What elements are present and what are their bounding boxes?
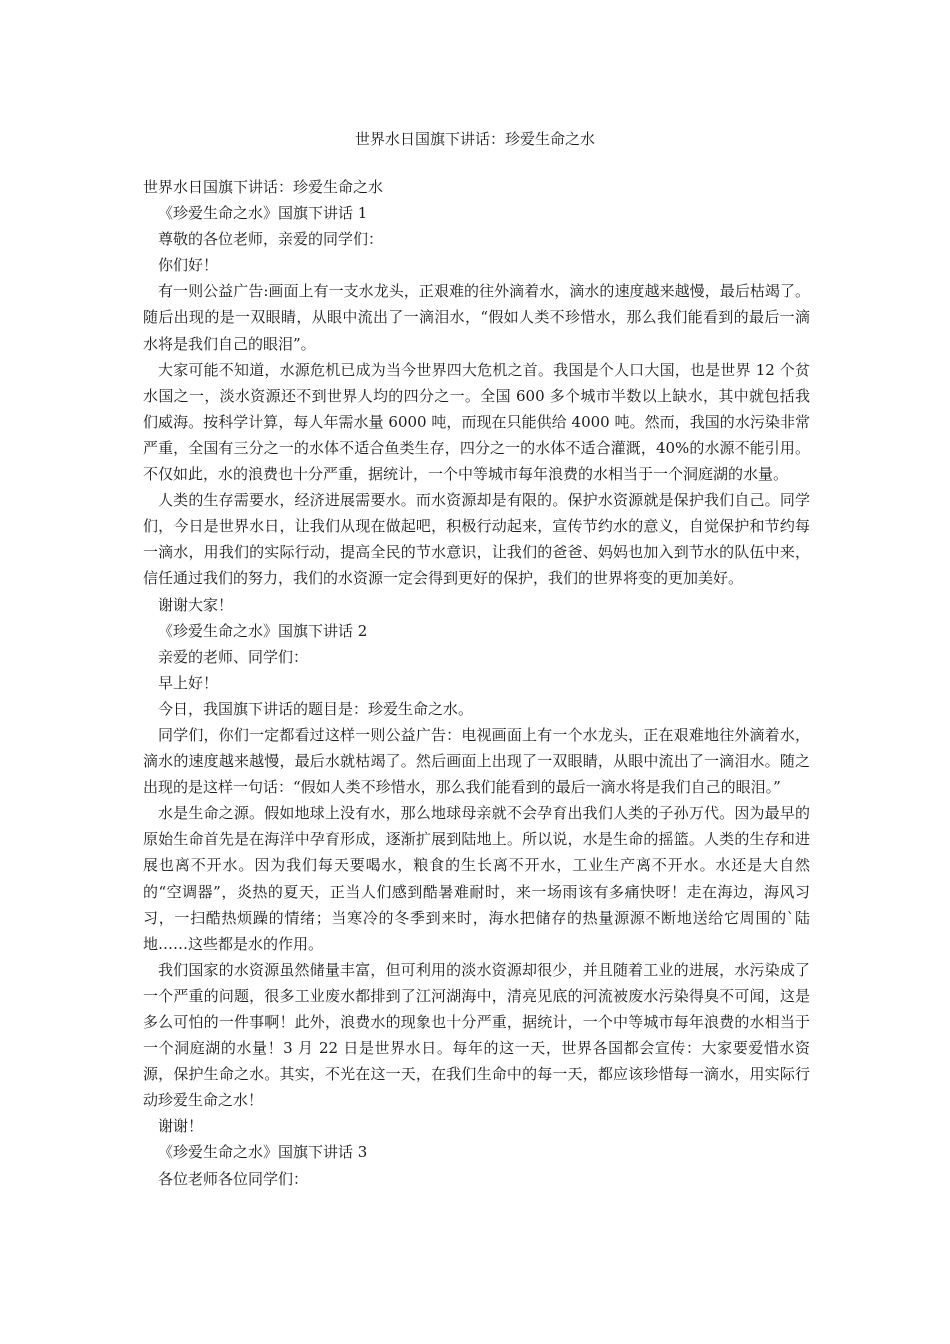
paragraph: 我们国家的水资源虽然储量丰富，但可利用的淡水资源却很少，并且随着工业的进展，水污染成了一个严重的问题，很多工业废水都排到了江河湖海中，清亮见底的河流被废水污染得臭不可闻，这是多么可怕的一件事啊！此外，浪费水的现象也十分严重，据统计，一个中等城市每年浪费的水相当于一个洞庭湖的水量！3 月 22 日是世界水日。每年的这一天，世界各国都会宣传：大家要爱惜水资源，保护生命之水。其实，不光在这一天，在我们生命中的每一天，都应该珍惜每一滴水，用实际行动珍爱生命之水！ <box>143 960 810 1110</box>
salutation: 亲爱的老师、同学们： <box>158 647 309 666</box>
paragraph: 同学们，你们一定都看过这样一则公益广告：电视画面上有一个水龙头，正在艰难地往外滴着水，滴水的速度越来越慢，最后水就枯竭了。然后画面上出现了一双眼睛，从眼中流出了一滴泪水。随之出现的是这样一句话：“假如人类不珍惜水，那么我们能看到的最后一滴水将是我们自己的眼泪。” <box>143 725 810 797</box>
paragraph: 大家可能不知道，水源危机已成为当今世界四大危机之首。我国是个人口大国，也是世界 12 个贫水国之一，淡水资源还不到世界人均的四分之一。全国 600 多个城市半数以上缺水，其中就包括我们威海。按科学计算，每人年需水量 6000 吨，而现在只能供给 4000 吨。然而，我国的水污染非常严重，全国有三分之一的水体不适合鱼类生存，四分之一的水体不适合灌溉，40%的水源不能引用。不仅如此，水的浪费也十分严重，据统计，一个中等城市每年浪费的水相当于一个洞庭湖的水量。 <box>143 360 810 484</box>
document-body <box>143 174 810 1192</box>
paragraph: 人类的生存需要水，经济进展需要水。而水资源却是有限的。保护水资源就是保护我们自己。同学们，今日是世界水日，让我们从现在做起吧，积极行动起来，宣传节约水的意义，自觉保护和节约每一滴水，用我们的实际行动，提高全民的节水意识，让我们的爸爸、妈妈也加入到节水的队伍中来，信任通过我们的努力，我们的水资源一定会得到更好的保护，我们的世界将变的更加美好。 <box>143 491 810 588</box>
section-heading: 《珍爱生命之水》国旗下讲话 3 <box>158 1143 368 1162</box>
paragraph: 有一则公益广告:画面上有一支水龙头，正艰难的往外滴着水，滴水的速度越来越慢，最后枯竭了。随后出现的是一双眼睛，从眼中流出了一滴泪水，“假如人类不珍惜水，那么我们能看到的最后一滴水将是我们自己的眼泪”。 <box>143 282 810 353</box>
paragraph: 世界水日国旗下讲话：珍爱生命之水 <box>143 178 384 196</box>
salutation: 尊敬的各位老师，亲爱的同学们： <box>158 230 384 249</box>
greeting: 你们好！ <box>158 256 219 275</box>
salutation: 各位老师各位同学们： <box>158 1169 309 1188</box>
section-heading: 《珍爱生命之水》国旗下讲话 1 <box>158 204 368 223</box>
paragraph: 水是生命之源。假如地球上没有水，那么地球母亲就不会孕育出我们人类的子孙万代。因为最早的原始生命首先是在海洋中孕育形成，逐渐扩展到陆地上。所以说，水是生命的摇篮。人类的生存和进展也离不开水。因为我们每天要喝水，粮食的生长离不开水，工业生产离不开水。水还是大自然的“空调器”，炎热的夏天，正当人们感到酷暑难耐时，来一场雨该有多痛快呀！走在海边，海风习习，一扫酷热烦躁的情绪；当寒冷的冬季到来时，海水把储存的热量源源不断地送给它周围的`陆地……这些都是水的作用。 <box>143 804 810 953</box>
closing: 谢谢！ <box>158 1117 204 1136</box>
closing: 谢谢大家！ <box>158 595 234 614</box>
paragraph: 今日，我国旗下讲话的题目是：珍爱生命之水。 <box>158 699 474 718</box>
section-heading: 《珍爱生命之水》国旗下讲话 2 <box>158 621 368 640</box>
greeting: 早上好！ <box>158 673 219 692</box>
document-title: 世界水日国旗下讲话：珍爱生命之水 <box>354 130 595 148</box>
